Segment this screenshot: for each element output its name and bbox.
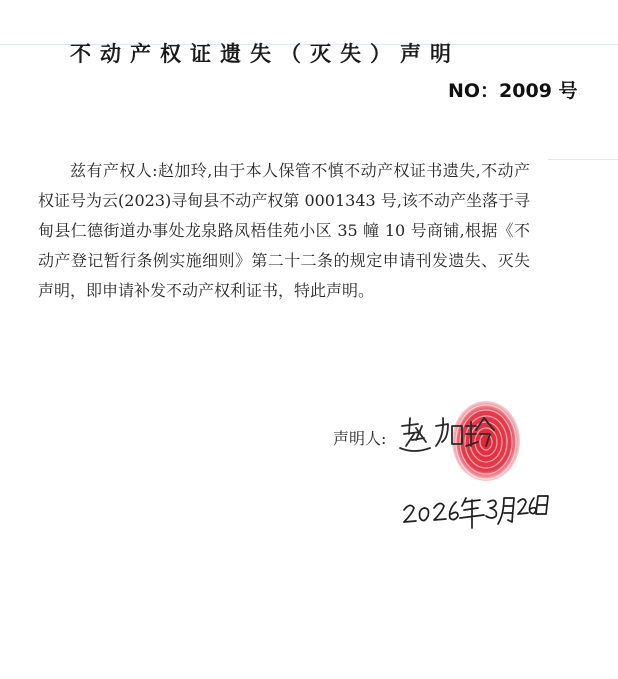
handwritten-signature-icon	[396, 412, 496, 458]
handwritten-date-icon	[400, 488, 550, 532]
document-number: NO：2009 号	[448, 80, 578, 102]
document-title: 不动产权证遗失（灭失）声明	[70, 42, 460, 66]
declaration-body	[38, 156, 530, 306]
margin-guide-line	[548, 159, 618, 160]
declarant-label: 声明人:	[333, 429, 387, 448]
declaration-paragraph: 兹有产权人:赵加玲,由于本人保管不慎不动产权证书遗失,不动产权证号为云(2023)寻甸县不动产权第 0001343 号,该不动产坐落于寻甸县仁德街道办事处龙泉路凤梧佳苑小区 35 幢 10 号商铺,根据《不动产登记暂行条例实施细则》第二十二条的规定申请刊发遗失、灭失声明，即申请补发不动产权利证书，特此声明。	[38, 161, 530, 300]
